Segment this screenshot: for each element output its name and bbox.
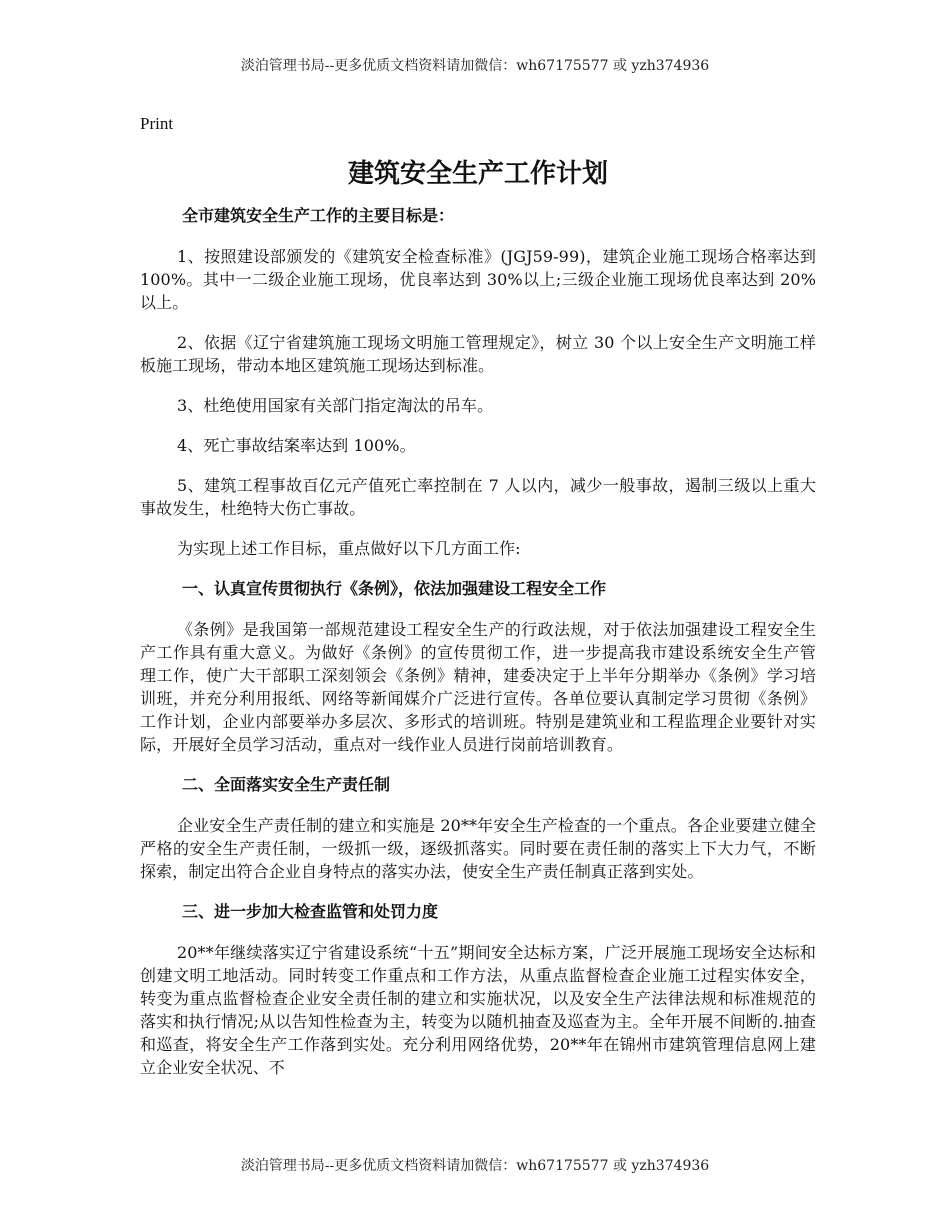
goal-item: 1、按照建设部颁发的《建筑安全检查标准》(JGJ59-99)，建筑企业施工现场合格率达到 100%。其中一二级企业施工现场，优良率达到 30%以上;三级企业施工现场优良率达到 20%以上。 [140, 247, 816, 312]
goal-item: 4、死亡事故结案率达到 100%。 [177, 436, 416, 455]
print-label: Print [140, 114, 174, 133]
goal-item: 3、杜绝使用国家有关部门指定淘汰的吊车。 [177, 396, 494, 415]
intro-paragraph: 为实现上述工作目标，重点做好以下几方面工作: [177, 539, 521, 558]
goal-item: 5、建筑工程事故百亿元产值死亡率控制在 7 人以内，减少一般事故，遏制三级以上重大事故发生，杜绝特大伤亡事故。 [140, 476, 816, 518]
page-footer: 淡泊管理书局--更多优质文档资料请加微信：wh67175577 或 yzh374936 [240, 1158, 710, 1174]
page-header: 淡泊管理书局--更多优质文档资料请加微信：wh67175577 或 yzh374936 [240, 58, 710, 74]
document-title: 建筑安全生产工作计划 [347, 159, 608, 189]
section-body-2: 企业安全生产责任制的建立和实施是 20**年安全生产检查的一个重点。各企业要建立健全严格的安全生产责任制，一级抓一级，逐级抓落实。同时要在责任制的落实上下大力气，不断探索，制定出符合企业自身特点的落实办法，使安全生产责任制真正落到实处。 [140, 816, 816, 881]
section-heading-1: 一、认真宣传贯彻执行《条例》，依法加强建设工程安全工作 [182, 579, 607, 598]
section-heading-2: 二、全面落实安全生产责任制 [182, 775, 391, 794]
goals-heading: 全市建筑安全生产工作的主要目标是： [182, 206, 455, 225]
section-body-1: 《条例》是我国第一部规范建设工程安全生产的行政法规，对于依法加强建设工程安全生产工作具有重大意义。为做好《条例》的宣传贯彻工作，进一步提高我市建设系统安全生产管理工作，使广大干部职工深刻领会《条例》精神，建委决定于上半年分期举办《条例》学习培训班，并充分利用报纸、网络等新闻媒介广泛进行宣传。各单位要认真制定学习贯彻《条例》 工作计划，企业内部要举办多层次、多形式的培训班。特别是建筑业和工程监理企业要针对实际，开展好全员学习活动，重点对一线作业人员进行岗前培训教育。 [140, 620, 816, 754]
section-heading-3: 三、进一步加大检查监管和处罚力度 [182, 902, 439, 921]
document-body [140, 112, 816, 1096]
section-body-3: 20**年继续落实辽宁省建设系统“十五”期间安全达标方案，广泛开展施工现场安全达标和创建文明工地活动。同时转变工作重点和工作方法，从重点监督检查企业施工过程实体安全，转变为重点监督检查企业安全责任制的建立和实施状况，以及安全生产法律法规和标准规范的落实和执行情况;从以告知性检查为主，转变为以随机抽查及巡查为主。全年开展不间断的.抽查和巡查，将安全生产工作落到实处。充分利用网络优势，20**年在锦州市建筑管理信息网上建立企业安全状况、不 [140, 943, 816, 1077]
goal-item: 2、依据《辽宁省建筑施工现场文明施工管理规定》，树立 30 个以上安全生产文明施工样板施工现场，带动本地区建筑施工现场达到标准。 [140, 333, 816, 375]
